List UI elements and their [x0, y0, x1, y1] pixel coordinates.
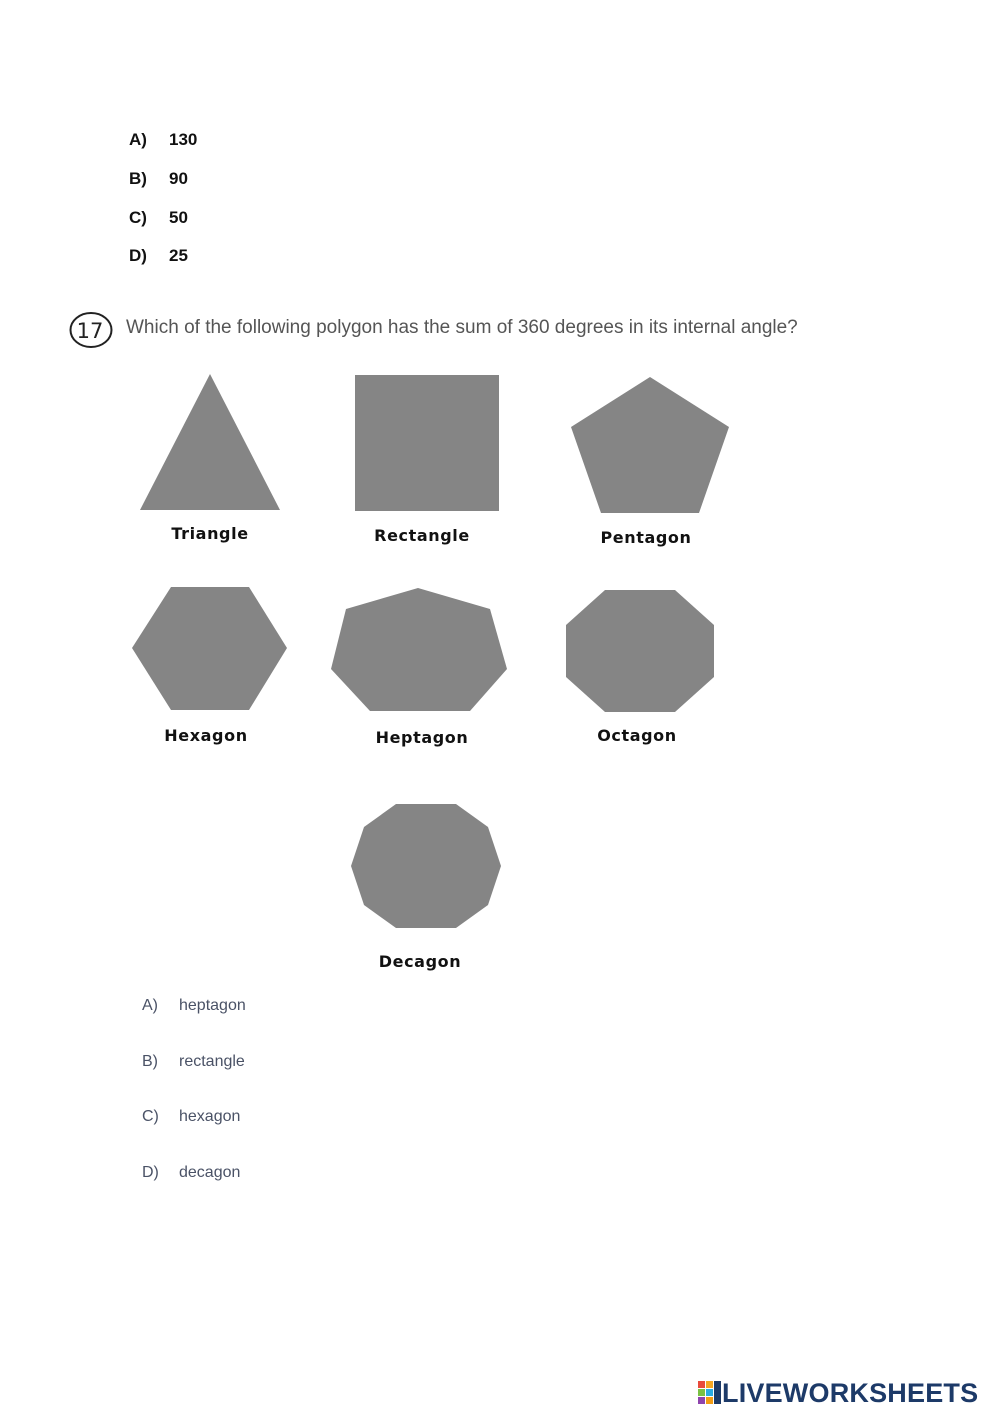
rectangle-shape — [354, 374, 500, 512]
heptagon-label: Heptagon — [375, 728, 469, 747]
decagon-label: Decagon — [378, 952, 462, 971]
pentagon-icon — [570, 376, 730, 514]
option-value: 25 — [169, 246, 188, 265]
liveworksheets-brand[interactable] — [697, 1378, 997, 1410]
option-value: hexagon — [179, 1108, 241, 1125]
option-letter: B) — [129, 169, 147, 188]
question-number-badge — [69, 311, 113, 349]
rectangle-label: Rectangle — [374, 526, 470, 545]
option-value: 130 — [169, 130, 198, 149]
option-value: 50 — [169, 208, 188, 227]
hexagon-icon — [131, 586, 288, 711]
question-number: 17 — [76, 319, 104, 343]
decagon-icon — [350, 803, 502, 929]
option-value: rectangle — [179, 1053, 245, 1070]
heptagon-icon — [330, 587, 508, 713]
option-value: heptagon — [179, 997, 246, 1014]
option-letter: D) — [129, 246, 147, 265]
option-letter: C) — [142, 1108, 159, 1125]
question-text: Which of the following polygon has the sum of 360 degrees in its internal angle? — [126, 317, 798, 338]
option-letter: D) — [142, 1164, 159, 1181]
octagon-icon — [565, 589, 715, 713]
pentagon-shape — [570, 376, 730, 514]
hexagon-shape — [131, 586, 288, 711]
triangle-shape — [138, 372, 282, 512]
octagon-shape — [565, 589, 715, 713]
option-letter: C) — [129, 208, 147, 227]
triangle-icon — [138, 372, 282, 512]
pentagon-label: Pentagon — [600, 528, 692, 547]
heptagon-shape — [330, 587, 508, 713]
option-value: 90 — [169, 169, 188, 188]
hexagon-label: Hexagon — [164, 726, 248, 745]
brand-text: LIVEWORKSHEETS — [722, 1378, 979, 1408]
option-letter: A) — [129, 130, 147, 149]
decagon-shape — [350, 803, 502, 929]
octagon-label: Octagon — [597, 726, 677, 745]
liveworksheets-logo-icon — [697, 1380, 723, 1406]
option-value: decagon — [179, 1164, 241, 1181]
triangle-label: Triangle — [171, 524, 249, 543]
option-letter: B) — [142, 1053, 158, 1070]
rectangle-icon — [354, 374, 500, 512]
option-letter: A) — [142, 997, 158, 1014]
circle-number-icon — [69, 311, 113, 349]
